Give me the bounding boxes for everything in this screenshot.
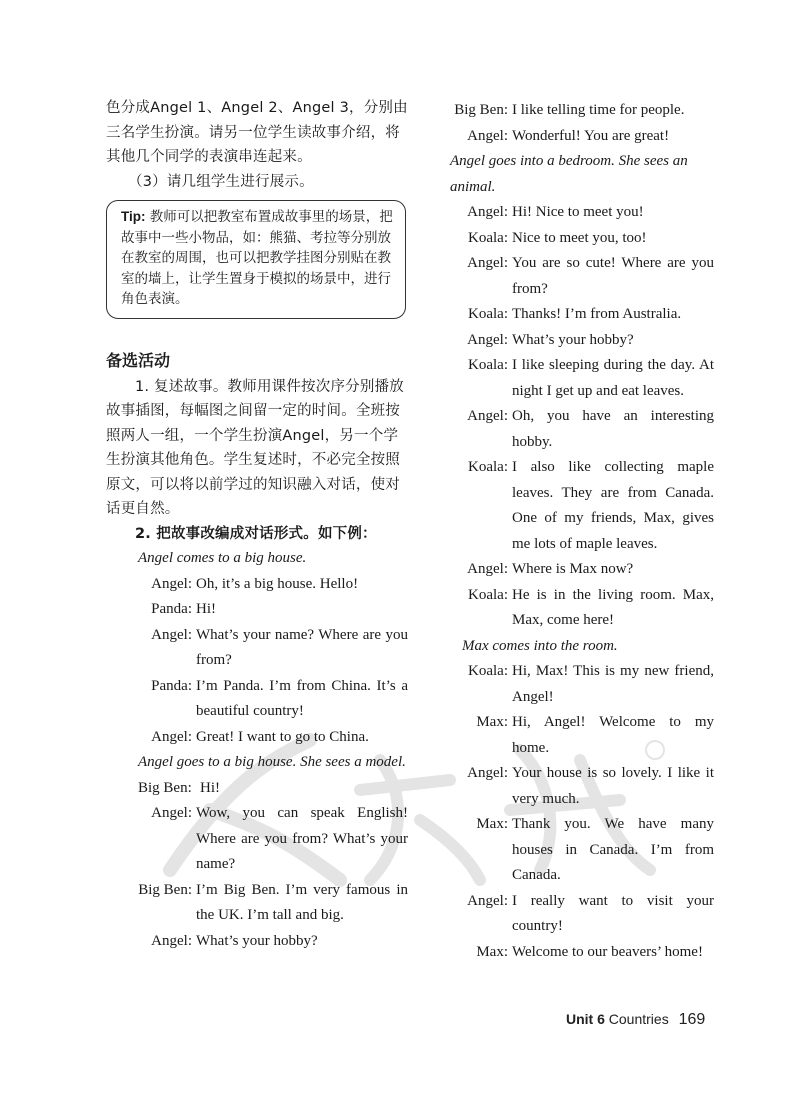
dialogue-line: Angel: What’s your hobby?: [151, 932, 318, 949]
stage-direction: Angel goes into a bedroom. She sees an animal.: [450, 153, 688, 195]
dialogue-line: Angel: What’s your hobby?: [467, 331, 634, 348]
page-number: 169: [678, 1011, 706, 1028]
page-footer: [566, 1011, 705, 1029]
dialogue-line: Angel: Hi! Nice to meet you!: [467, 204, 644, 220]
activity-2: 2. 把故事改编成对话形式。如下例：: [135, 525, 377, 542]
dialogue-line: Angel: Wonderful! You are great!: [467, 127, 670, 144]
dialogue-line: Koala: I like sleeping during the day. At night I get up and eat leaves.: [468, 357, 714, 399]
tip-box: [106, 200, 406, 319]
dialogue-line: Angel: Oh, you have an interesting hobby.: [467, 408, 714, 450]
activity-1: 1. 复述故事。教师用课件按次序分别播放故事插图，每幅图之间留一定的时间。全班按照两人一组，一个学生扮演Angel，另一个学生扮演其他角色。学生复述时，不必完全按照原文，可以将以前学过的知识融入对话，使对话更自然。: [106, 378, 404, 517]
tip-label: Tip:: [121, 209, 146, 224]
dialogue-line: Angel: Oh, it’s a big house. Hello!: [151, 575, 359, 592]
dialogue-line: Angel: Great! I want to go to China.: [151, 728, 369, 745]
dialogue-line: Angel: You are so cute! Where are you from?: [467, 255, 714, 297]
dialogue-line: Angel: I really want to visit your country!: [467, 892, 714, 934]
stage-direction: Angel goes to a big house. She sees a model.: [138, 754, 406, 770]
dialogue-line: Angel: Wow, you can speak English! Where are you from? What’s your name?: [151, 805, 408, 872]
section-heading: 备选活动: [106, 350, 171, 370]
tip-text: 教师可以把教室布置成故事里的场景，把故事中一些小物品，如：熊猫、考拉等分别放在教室的周围，也可以把教学挂图分别贴在教室的墙上，让学生置身于模拟的场景中，进行角色表演。: [121, 209, 393, 307]
dialogue-line: Max: Welcome to our beavers’ home!: [476, 943, 703, 960]
unit-title: Countries: [608, 1011, 669, 1027]
dialogue-line: Angel: What’s your name? Where are you from?: [151, 626, 408, 668]
dialogue-line: Big Ben: I’m Big Ben. I’m very famous in the UK. I’m tall and big.: [138, 881, 408, 923]
dialogue-line: Koala: Nice to meet you, too!: [468, 229, 647, 246]
left-column: [106, 96, 408, 954]
dialogue-line: Big Ben: I like telling time for people.: [454, 102, 685, 118]
stage-direction: Angel comes to a big house.: [138, 550, 307, 566]
dialogue-line: Panda: Hi!: [151, 601, 216, 617]
dialogue-line: Max: Thank you. We have many houses in Canada. I’m from Canada.: [476, 816, 714, 883]
dialogue-line: Max: Hi, Angel! Welcome to my home.: [476, 714, 714, 756]
dialogue-line: Koala: Hi, Max! This is my new friend, Angel!: [468, 663, 714, 705]
dialogue-line: Koala: Thanks! I’m from Australia.: [468, 306, 682, 322]
dialogue-line: Angel: Your house is so lovely. I like it very much.: [467, 765, 714, 807]
right-column: [446, 98, 714, 965]
dialogue-right: [446, 98, 714, 965]
dialogue-line: Koala: He is in the living room. Max, Max, come here!: [468, 586, 714, 628]
dialogue-line: Angel: Where is Max now?: [467, 561, 634, 577]
stage-direction: Max comes into the room.: [462, 637, 618, 654]
unit-label: Unit 6: [566, 1011, 605, 1027]
dialogue-line: Koala: I also like collecting maple leaves. They are from Canada. One of my friends, Max, gives me lots of maple leaves.: [468, 459, 714, 552]
dialogue-line: Panda: I’m Panda. I’m from China. It’s a beautiful country!: [151, 677, 408, 719]
step-3: （3）请几组学生进行展示。: [128, 173, 314, 190]
dialogue-left: [106, 546, 408, 954]
dialogue-line: Big Ben: Hi!: [138, 779, 220, 796]
intro-paragraph: 色分成Angel 1、Angel 2、Angel 3，分别由三名学生扮演。请另一位学生读故事介绍，将其他几个同学的表演串连起来。: [106, 100, 408, 165]
